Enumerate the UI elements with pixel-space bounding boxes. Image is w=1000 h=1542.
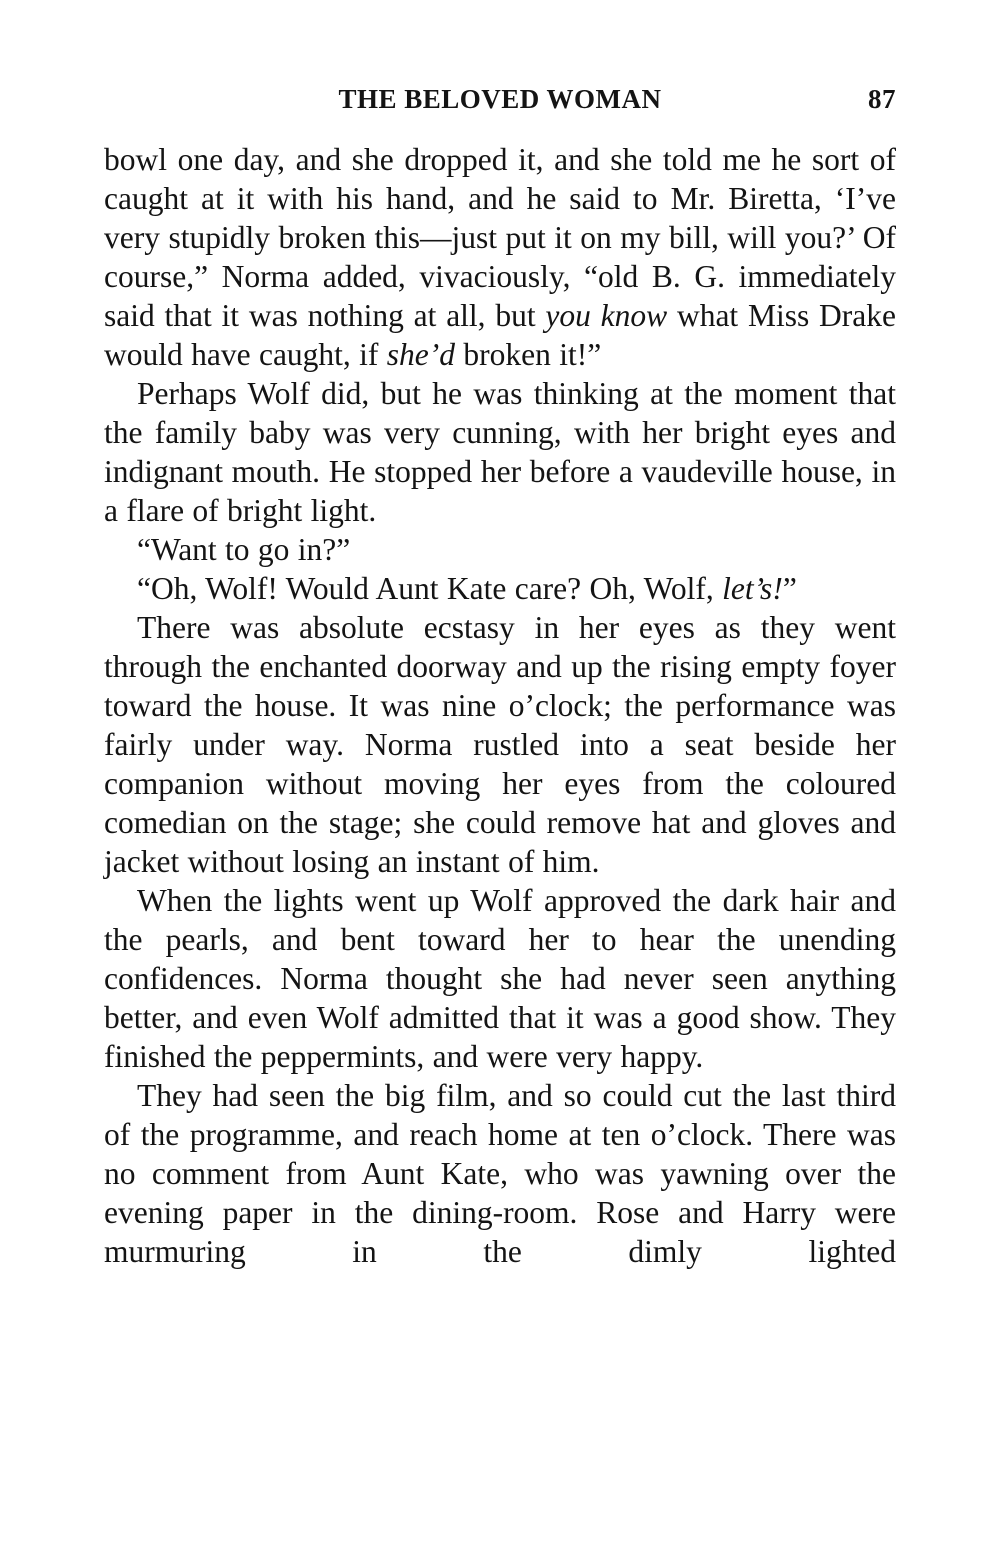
italic-text: you know	[545, 298, 668, 333]
paragraph	[104, 530, 896, 569]
paragraph	[104, 374, 896, 530]
body-text	[104, 140, 896, 1271]
italic-text: let’s!	[722, 571, 783, 606]
text-run: “Want to go in?”	[137, 532, 351, 567]
paragraph	[104, 1076, 896, 1271]
text-run: “Oh, Wolf! Would Aunt Kate care? Oh, Wolf,	[137, 571, 723, 606]
running-title: THE BELOVED WOMAN	[338, 84, 662, 114]
text-run: They had seen the big film, and so could cut the last third of the programme, and reach home at ten o’clock. There was no comment from Aunt Kate, who was yawning over the evening paper in the dining-room. Rose and Harry were murmuring in the dimly lighted	[104, 1078, 896, 1269]
text-run: Perhaps Wolf did, but he was thinking at the moment that the family baby was very cunning, with her bright eyes and indignant mouth. He stopped her before a vaudeville house, in a flare of bright light.	[104, 376, 896, 528]
paragraph	[104, 140, 896, 374]
text-run: There was absolute ecstasy in her eyes as they went through the enchanted doorway and up the rising empty foyer toward the house. It was nine o’clock; the performance was fairly under way. Norma rustled into a seat beside her companion without moving her eyes from the coloured comedian on the stage; she could remove hat and gloves and jacket without losing an instant of him.	[104, 610, 896, 879]
paragraph	[104, 881, 896, 1076]
text-run: ”	[782, 571, 797, 606]
text-run: When the lights went up Wolf approved the dark hair and the pearls, and bent toward her to hear the unending confidences. Norma thought she had never seen anything better, and even Wolf admitted that it was a good show. They finished the peppermints, and were very happy.	[104, 883, 896, 1074]
text-run: bowl one day, and she dropped it, and she told me he sort of caught at it with his hand, and he said to Mr. Biretta, ‘I’ve very stupidly broken this—just put it on my bill, will you?’ Of course,” Norma added, vivaciously, “old B. G. immediately said that it was nothing at all, but	[104, 142, 896, 333]
italic-text: she’d	[386, 337, 456, 372]
paragraph	[104, 608, 896, 881]
text-run: what Miss Drake would have caught, if	[104, 298, 896, 372]
book-page	[104, 84, 896, 1271]
text-run: broken it!”	[455, 337, 602, 372]
page-number: 87	[868, 84, 896, 114]
paragraph	[104, 569, 896, 608]
running-head	[104, 84, 896, 124]
